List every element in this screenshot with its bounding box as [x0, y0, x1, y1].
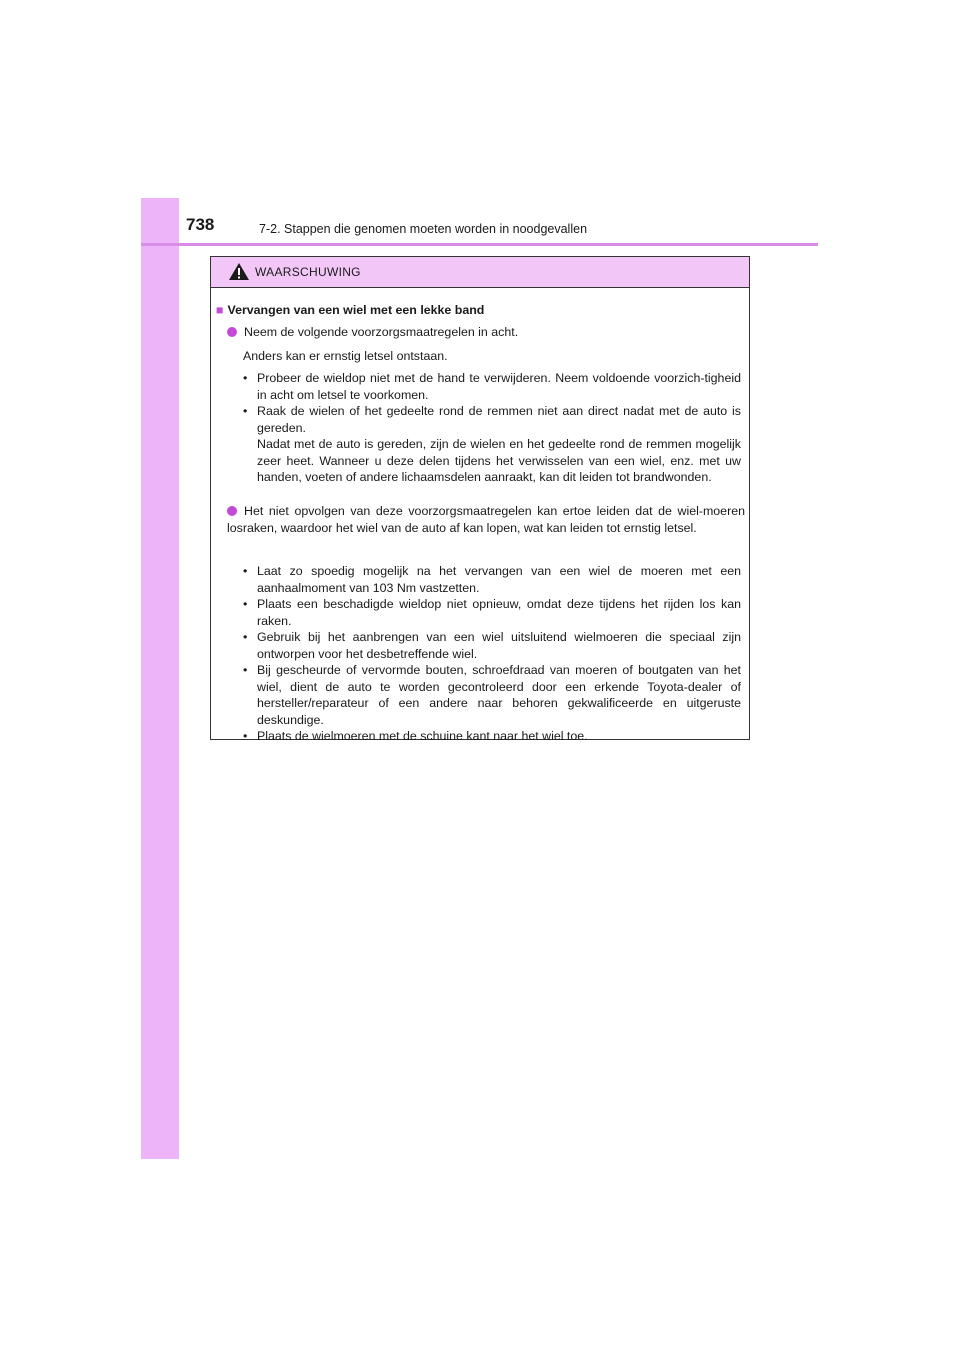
list-item: • Gebruik bij het aanbrengen van een wiel uitsluitend wielmoeren die speciaal zijn ontworpen voor het desbetreffende wiel. — [243, 630, 741, 661]
square-bullet-icon: ■ — [216, 303, 224, 317]
warning-triangle-icon — [228, 262, 250, 281]
list-item: • Bij gescheurde of vervormde bouten, schroefdraad van moeren of boutgaten van het wiel, dient de auto te worden gecontroleerd door een erkende Toyota-dealer of hersteller/reparateur of een andere naar behoren gekwalificeerde en uitgeruste deskundige. — [243, 663, 741, 727]
header-rule — [141, 243, 818, 246]
section-title: 7-2. Stappen die genomen moeten worden in noodgevallen — [259, 222, 588, 236]
circle-bullet-icon — [227, 327, 237, 337]
list-item: • Raak de wielen of het gedeelte rond de remmen niet aan direct nadat met de auto is gereden. — [243, 404, 741, 435]
list-item: • Probeer de wieldop niet met de hand te verwijderen. Neem voldoende voorzich-tigheid in acht om letsel te voorkomen. — [243, 371, 741, 402]
list-item: • Plaats een beschadigde wieldop niet opnieuw, omdat deze tijdens het rijden los kan raken. — [243, 597, 741, 628]
warning-title: WAARSCHUWING — [255, 265, 361, 279]
circle-bullet-icon — [227, 506, 237, 516]
list-item: Neem de volgende voorzorgsmaatregelen in acht. — [227, 324, 745, 341]
list-item: • Plaats de wielmoeren met de schuine kant naar het wiel toe. — [243, 729, 588, 743]
paragraph: Nadat met de auto is gereden, zijn de wielen en het gedeelte rond de remmen mogelijk zeer heet. Wanneer u deze delen tijdens het verwisselen van een wiel, enz. met uw handen, voeten of andere lichaamsdelen aanraakt, kan dit leiden tot brandwonden. — [257, 437, 741, 484]
paragraph: Anders kan er ernstig letsel ontstaan. — [243, 349, 448, 363]
warning-header — [211, 257, 749, 288]
chapter-side-tab — [141, 198, 179, 1159]
section-heading: ■ Vervangen van een wiel met een lekke band — [216, 303, 485, 317]
list-item: • Laat zo spoedig mogelijk na het vervangen van een wiel de moeren met een aanhaalmoment van 103 Nm vastzetten. — [243, 564, 741, 595]
page-number: 738 — [186, 215, 215, 234]
list-item: Het niet opvolgen van deze voorzorgsmaatregelen kan ertoe leiden dat de wiel-moeren losraken, waardoor het wiel van de auto af kan lopen, wat kan leiden tot ernstig letsel. — [227, 504, 745, 535]
warning-box — [210, 256, 750, 743]
warning-content — [211, 288, 749, 743]
